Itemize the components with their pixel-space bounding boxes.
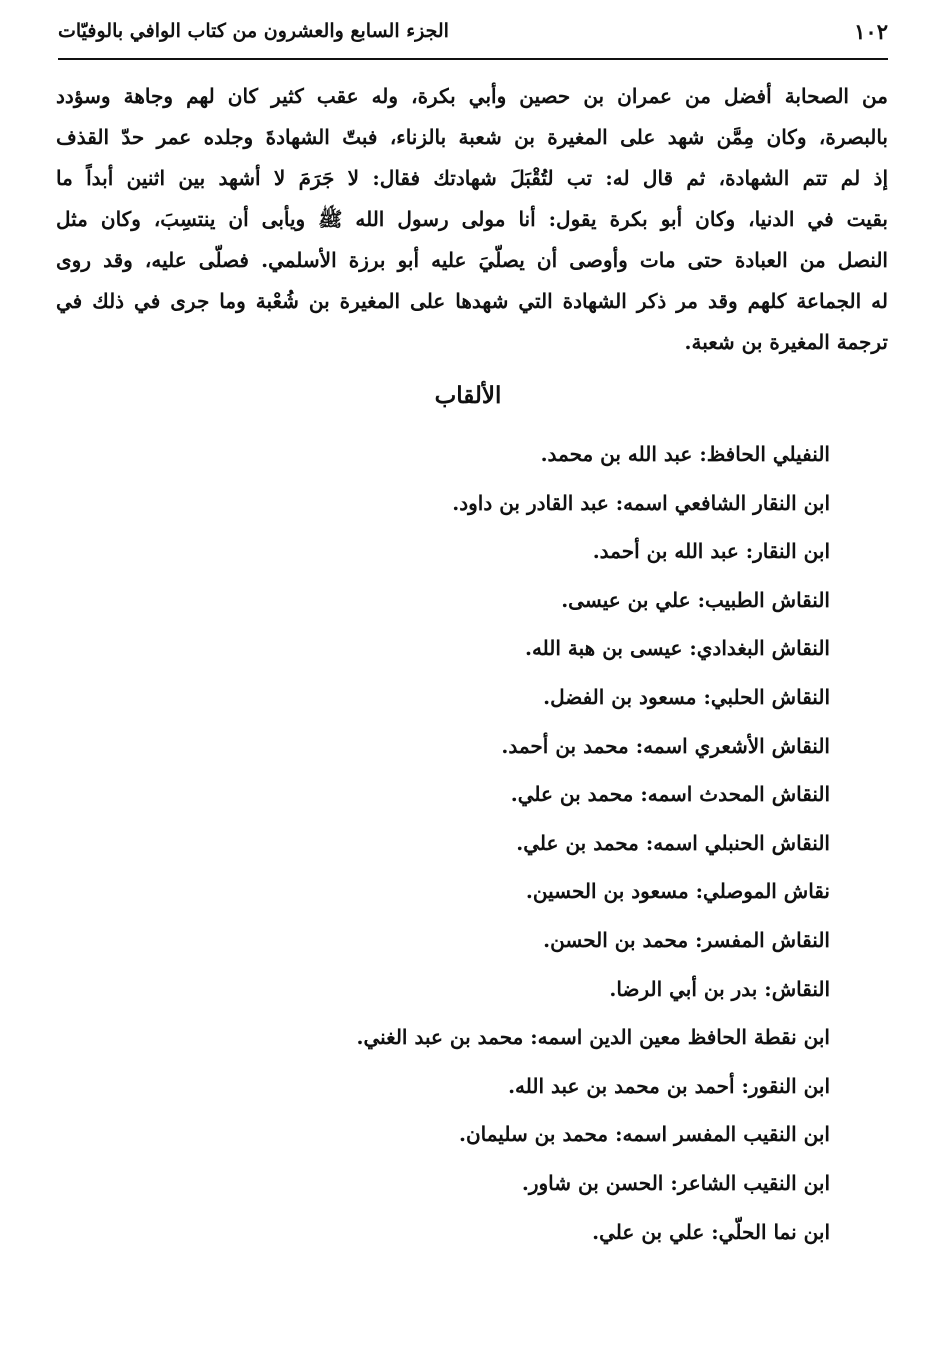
title-entry: ابن نقطة الحافظ معين الدين اسمه: محمد بن عبد الغني. xyxy=(356,1025,830,1050)
title-entry: ابن نما الحلّي: علي بن علي. xyxy=(592,1219,830,1244)
title-entry: النقاش المفسر: محمد بن الحسن. xyxy=(543,927,830,952)
title-entry: النقاش الأشعري اسمه: محمد بن أحمد. xyxy=(501,733,830,758)
title-entry: ابن النقار: عبد الله بن أحمد. xyxy=(592,539,830,564)
title-entry: النقاش الحنبلي اسمه: محمد بن علي. xyxy=(516,830,830,855)
running-title: الجزء السابع والعشرون من كتاب الوافي بالوفيّات xyxy=(58,20,449,42)
paragraph-line: بالبصرة، وكان مِمَّن شهد على المغيرة بن شعبة بالزناء، فبتّ الشهادةَ وجلده عمر حدّ القذف xyxy=(56,125,888,149)
title-entry: ابن النقيب المفسر اسمه: محمد بن سليمان. xyxy=(459,1122,830,1147)
title-entry: النقاش الطبيب: علي بن عيسى. xyxy=(561,587,830,612)
title-entry: ابن النقار الشافعي اسمه: عبد القادر بن داود. xyxy=(452,490,830,515)
titles-list xyxy=(200,430,830,1256)
biography-paragraph xyxy=(56,76,888,363)
section-heading: الألقاب xyxy=(434,382,502,409)
paragraph-line: بقيت في الدنيا، وكان أبو بكرة يقول: أنا مولى رسول الله ﷺ ويأبى أن ينتسِبَ، وكان مثل xyxy=(56,207,888,231)
paragraph-line: النصل من العبادة حتى مات وأوصى أن يصلّيَ عليه أبو برزة الأسلمي. فصلّى عليه، وقد روى xyxy=(56,248,888,272)
title-entry: النفيلي الحافظ: عبد الله بن محمد. xyxy=(540,442,830,466)
title-entry: النقاش البغدادي: عيسى بن هبة الله. xyxy=(525,636,830,661)
title-entry: ابن النقور: أحمد بن محمد بن عبد الله. xyxy=(508,1073,830,1098)
header-rule xyxy=(58,58,888,60)
title-entry: النقاش المحدث اسمه: محمد بن علي. xyxy=(510,782,830,807)
running-head xyxy=(58,14,888,48)
paragraph-line: إذ لم تتم الشهادة، ثم قال له: تب لتُقْبَلَ شهادتك فقال: لا جَرَمَ لا أشهد بين اثنين أبداً ما xyxy=(56,166,888,190)
title-entry: ابن النقيب الشاعر: الحسن بن شاور. xyxy=(521,1170,830,1195)
title-entry: النقاش: بدر بن أبي الرضا. xyxy=(609,976,830,1001)
title-entry: نقاش الموصلي: مسعود بن الحسين. xyxy=(525,879,830,904)
paragraph-line: ترجمة المغيرة بن شعبة. xyxy=(684,330,888,354)
paragraph-line: له الجماعة كلهم وقد مر ذكر الشهادة التي شهدها على المغيرة بن شُعْبة وما جرى في ذلك في xyxy=(56,289,888,313)
title-entry: النقاش الحلبي: مسعود بن الفضل. xyxy=(543,684,830,709)
page-number: ١٠٢ xyxy=(854,18,888,44)
paragraph-line: من الصحابة أفضل من عمران بن حصين وأبي بكرة، وله عقب كثير كان لهم وجاهة وسؤدد xyxy=(56,84,888,108)
